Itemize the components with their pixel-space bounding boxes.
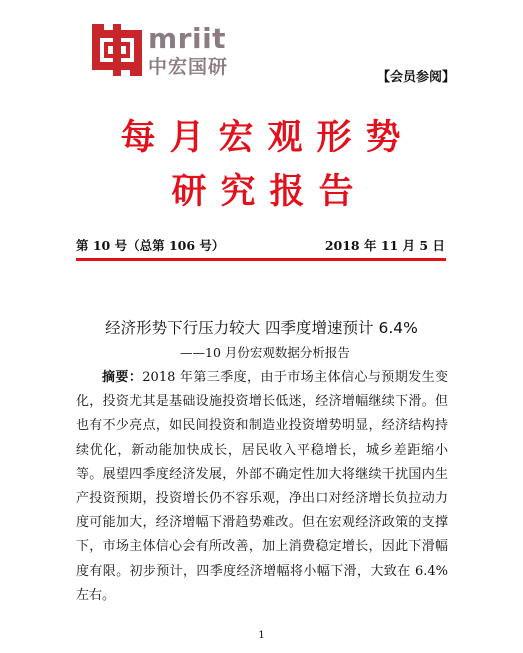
article-subtitle: ——10 月份宏观数据分析报告	[180, 345, 350, 360]
member-tag: 【会员参阅】	[376, 70, 455, 85]
article-title: 经济形势下行压力较大 四季度增速预计 6.4%	[105, 319, 418, 337]
report-title-line-1: 每月宏观形势	[120, 117, 415, 158]
abstract-paragraph	[76, 366, 448, 608]
abstract-body: 2018 年第三季度，由于市场主体信心与预期发生变化，投资尤其是基础设施投资增长低迷，经济增幅继续下滑。但也有不少亮点，如民间投资和制造业投资增势明显，经济结构持续优化，新动能加快成长，居民收入平稳增长，城乡差距缩小等。展望四季度经济发展，外部不确定性加大将继续干扰国内生产投资预期，投资增长仍不容乐观，净出口对经济增长负拉动力度可能加大，经济增幅下滑趋势难改。但在宏观经济政策的支撑下，市场主体信心会有所改善，加上消费稳定增长，因此下滑幅度有限。初步预计，四季度经济增幅将小幅下滑，大致在 6.4%左右。	[76, 370, 448, 603]
report-title-line-2: 研究报告	[171, 171, 368, 212]
mriit-logo-mark-icon	[92, 24, 142, 76]
issue-number: 第 10 号（总第 106 号）	[76, 238, 225, 253]
logo-brand-en: mriit	[148, 22, 227, 55]
page-number: 1	[258, 630, 265, 641]
logo-brand-cn: 中宏国研	[148, 56, 229, 78]
abstract-lead: 摘要：	[102, 370, 143, 385]
logo	[92, 24, 262, 76]
report-date: 2018 年 11 月 5 日	[324, 238, 445, 253]
header-divider	[76, 258, 446, 261]
